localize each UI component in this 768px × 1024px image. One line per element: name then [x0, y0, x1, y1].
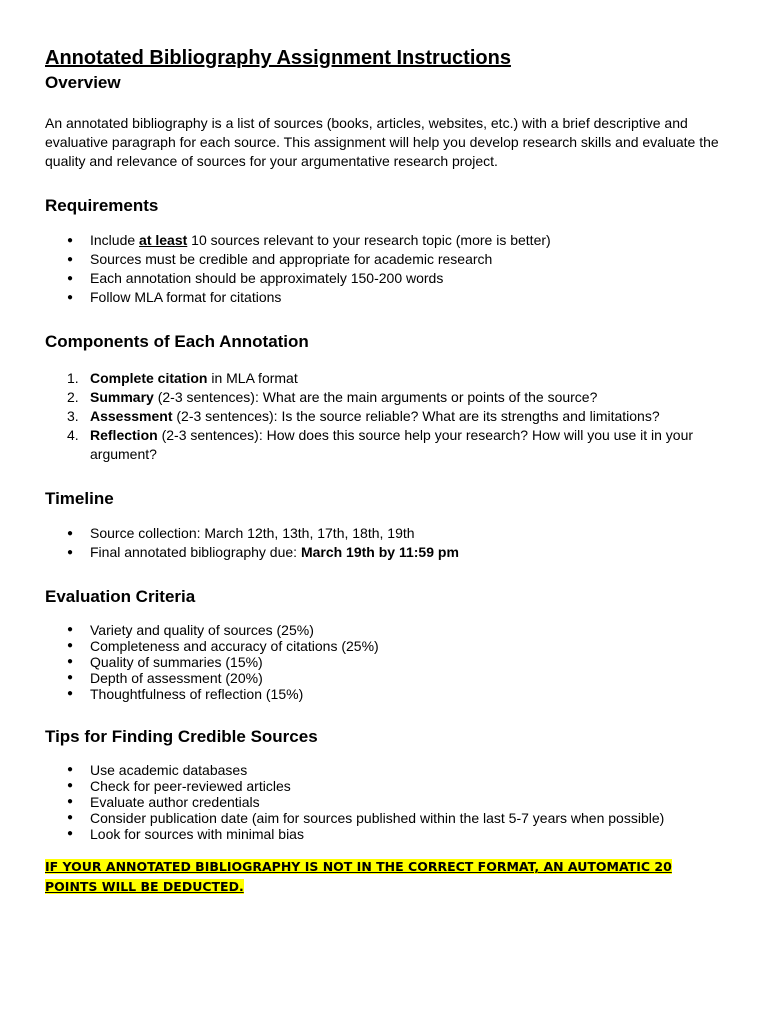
evaluation-list: [45, 622, 725, 702]
list-item: ● Source collection: March 12th, 13th, 17th, 18th, 19th: [45, 524, 725, 543]
list-item: ● Variety and quality of sources (25%): [45, 622, 725, 638]
format-warning: [45, 857, 725, 897]
list-item: [45, 388, 725, 407]
requirements-heading: Requirements: [45, 196, 159, 215]
tips-list: [45, 762, 725, 842]
list-item: [45, 426, 725, 464]
list-item-text: (2-3 sentences): What are the main arguments or points of the source?: [153, 389, 598, 405]
list-item: [45, 369, 725, 388]
page-title: Annotated Bibliography Assignment Instructions: [45, 47, 511, 69]
list-item: ● Use academic databases: [45, 762, 725, 778]
requirements-list: [45, 231, 725, 307]
list-item: ● Evaluate author credentials: [45, 794, 725, 810]
list-item: [45, 543, 725, 562]
list-item: ● Check for peer-reviewed articles: [45, 778, 725, 794]
tips-heading: Tips for Finding Credible Sources: [45, 727, 318, 746]
list-item: ● Each annotation should be approximately 150-200 words: [45, 269, 725, 288]
emphasis-at-least: at least: [139, 232, 188, 248]
list-item: ● Quality of summaries (15%): [45, 654, 725, 670]
list-item-bold: Complete citation: [90, 370, 208, 386]
list-item: [45, 407, 725, 426]
list-item-text: (2-3 sentences): How does this source help your research? How will you use it in your argument?: [90, 427, 694, 462]
list-item: ● Sources must be credible and appropriate for academic research: [45, 250, 725, 269]
components-list: [45, 369, 725, 464]
list-item-bold: Reflection: [90, 427, 158, 443]
list-item: ● Look for sources with minimal bias: [45, 826, 725, 842]
list-item: ● Depth of assessment (20%): [45, 670, 725, 686]
overview-paragraph: An annotated bibliography is a list of sources (books, articles, websites, etc.) with a brief descriptive and evaluative paragraph for each source. This assignment will help you develop research skills and evaluate the quality and relevance of sources for your argumentative research project.: [45, 115, 719, 169]
timeline-heading: Timeline: [45, 489, 114, 508]
list-item-text: 10 sources relevant to your research topic (more is better): [187, 232, 551, 248]
list-number: 1.: [67, 370, 79, 386]
due-date: March 19th by 11:59 pm: [300, 544, 459, 560]
list-number: 3.: [67, 408, 79, 424]
timeline-list: [45, 524, 725, 562]
list-item: ● Consider publication date (aim for sources published within the last 5-7 years when possible): [45, 810, 725, 826]
list-item: ● Completeness and accuracy of citations (25%): [45, 638, 725, 654]
list-item-text: Include: [90, 232, 140, 248]
list-item: ● Thoughtfulness of reflection (15%): [45, 686, 725, 702]
components-heading: Components of Each Annotation: [45, 332, 309, 351]
list-item-bold: Summary: [90, 389, 154, 405]
list-number: 2.: [67, 389, 79, 405]
list-number: 4.: [67, 427, 79, 443]
overview-heading: Overview: [45, 73, 121, 92]
warning-text: IF YOUR ANNOTATED BIBLIOGRAPHY IS NOT IN THE CORRECT FORMAT, AN AUTOMATIC 20 POINTS WILL BE DEDUCTED.: [45, 859, 672, 894]
document: [45, 46, 725, 842]
list-item-text: in MLA format: [207, 370, 298, 386]
list-item: [45, 231, 725, 250]
list-item-bold: Assessment: [90, 408, 173, 424]
list-item: ● Follow MLA format for citations: [45, 288, 725, 307]
list-item-text: Final annotated bibliography due:: [90, 544, 301, 560]
list-item-text: (2-3 sentences): Is the source reliable? What are its strengths and limitations?: [172, 408, 660, 424]
evaluation-heading: Evaluation Criteria: [45, 587, 196, 606]
